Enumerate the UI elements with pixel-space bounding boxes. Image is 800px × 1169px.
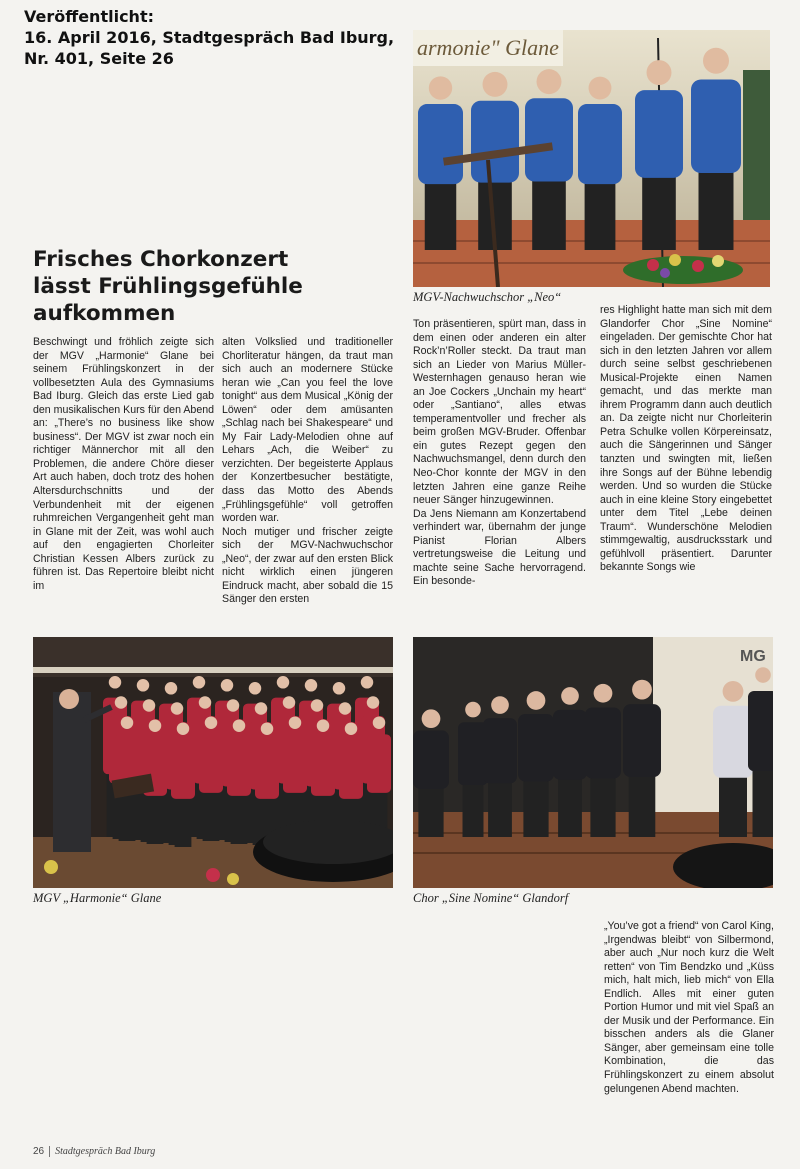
headline-line-3: aufkommen xyxy=(33,301,176,326)
sign-text: MG xyxy=(740,648,766,665)
photo-neo-choir xyxy=(413,30,770,287)
paragraph: Noch mutiger und frischer zeigte sich der MGV-Nachwuchschor „Neo“, der zwar auf den ersten Blick nicht wirklich einen jüngeren Eindruck macht, aber sobald die 15 Sänger den ersten xyxy=(222,525,393,606)
headline-line-1: Frisches Chorkonzert xyxy=(33,247,289,272)
article-column-1 xyxy=(33,336,214,593)
publication-label: Veröffentlicht: xyxy=(24,7,154,26)
page-footer xyxy=(33,1146,155,1157)
singer-figure xyxy=(171,722,195,847)
paragraph: Ton präsentieren, spürt man, dass in dem einen oder anderen ein alter Rock’n’Roller steckt. Da traut man sich an Lieder von Marius Müller-Westernhagen genauso heran wie an Joe Cockers „Unchain my heart“ oder „Santiano“, alles etwas temperamentvoller und frecher als beim großen MGV-Bruder. Offenbar ein gutes Rezept gegen den Nachwuchsmangel, denn durch den Neo-Chor konnte der MGV in den letzten Jahren eine ganze Reihe neuer Sänger hinzugewinnen. xyxy=(413,318,586,507)
article-headline xyxy=(33,246,378,327)
headline-line-2: lässt Frühlingsgefühle xyxy=(33,274,303,299)
article-column-2 xyxy=(222,336,393,607)
paragraph: Da Jens Niemann am Konzertabend verhindert war, übernahm der junge Pianist Florian Albers vertretungsweise die Leitung und machte seine Sache hervorragend. Ein besonde- xyxy=(413,507,586,588)
photo-sine-nomine xyxy=(413,637,773,888)
magazine-name: Stadtgespräch Bad Iburg xyxy=(55,1146,156,1157)
singer-figure xyxy=(367,716,391,841)
paragraph: res Highlight hatte man sich mit dem Glandorfer Chor „Sine Nomine“ eingeladen. Der gemischte Chor hat sich in den letzten Jahren vor allem durch seine selbst geschriebenen Musical-Projekte einen Namen gemacht, und das merkte man ihrem Programm dann auch deutlich an. Da zeigte nicht nur Chorleiterin Petra Schulke vollen Körpereinsatz, auch die Sängerinnen und Sänger tanzten und swingten mit, ließen ihre Songs auf der Bühne lebendig werden. Und so wurden die Stücke auch in eine kleine Story eingebettet unter dem Titel „Lebe deinen Traum“. Wunderschöne Melodien stimmgewaltig, ausdrucksstark und gefühlvoll präsentiert. Darunter bekannte Songs wie xyxy=(600,304,772,574)
caption-neo: MGV-Nachwuchschor „Neo“ xyxy=(413,290,562,304)
publication-issue-page: Nr. 401, Seite 26 xyxy=(24,49,174,68)
singer-figure xyxy=(227,719,251,844)
footer-divider xyxy=(49,1146,50,1157)
singer-figure xyxy=(199,716,223,841)
article-column-5 xyxy=(604,920,774,1096)
banner-text: armonie" Glane xyxy=(417,35,559,60)
paragraph: alten Volkslied und traditioneller Chorliteratur hängen, da traut man sich auch an modernere Stücke heran wie „Can you feel the love tonight“ aus dem Musical „König der Löwen“ oder dem amüsanten „Schlag nach bei Shakespeare“ und My Fair Lady-Melodien ohne auf Lehars „Ach, die Weiber“ zu verzichten. Der begeisterte Applaus der Konzertbesucher bestätigte, dass das Motto des Abends „Frühlingsgefühle“ voll getroffen worden war. xyxy=(222,336,393,525)
caption-sine-nomine: Chor „Sine Nomine“ Glandorf xyxy=(413,891,569,905)
article-column-3 xyxy=(413,318,586,589)
publication-note xyxy=(24,6,394,69)
paragraph: Beschwingt und fröhlich zeigte sich der MGV „Harmonie“ Glane bei seinem Frühlingskonzert in der vollbesetzten Aula des Gymnasiums Bad Iburg. Gleich das erste Lied gab den musikalischen Kurs für den Abend an: „There’s no business like show business“. Der MGV ist zwar noch ein richtiger Männerchor mit all den Problemen, die andere Chöre dieser Art auch haben, doch trotz des hohen Altersdurchschnitts und der Verbundenheit mit der eigenen ruhmreichen Vergangenheit geht man in Glane mit der Zeit, was wohl auch auf den engagierten Chorleiter Christian Kessen Albers zurück zu führen ist. Das Repertoire bleibt nicht im xyxy=(33,336,214,592)
article-column-4 xyxy=(600,304,772,575)
paragraph: „You’ve got a friend“ von Carol King, „Irgendwas bleibt“ von Silbermond, aber auch „Nur noch kurz die Welt retten“ von Tim Bendzko und „Küss mich, halt mich, lieb mich“ von Ella Endlich. Alles mit einer guten Portion Humor und mit viel Spaß an der Musik und der Performance. Ein bisschen anders als die Glaner Sänger, aber gemeinsam eine tolle Kombination, die das Frühlingskonzert zu einem absolut gelungenen Abend machten. xyxy=(604,920,774,1095)
caption-glane: MGV „Harmonie“ Glane xyxy=(33,891,162,905)
publication-date-source: 16. April 2016, Stadtgespräch Bad Iburg, xyxy=(24,28,395,47)
singer-figure xyxy=(255,722,279,847)
page-number: 26 xyxy=(33,1146,45,1157)
photo-harmonie-glane xyxy=(33,637,393,888)
